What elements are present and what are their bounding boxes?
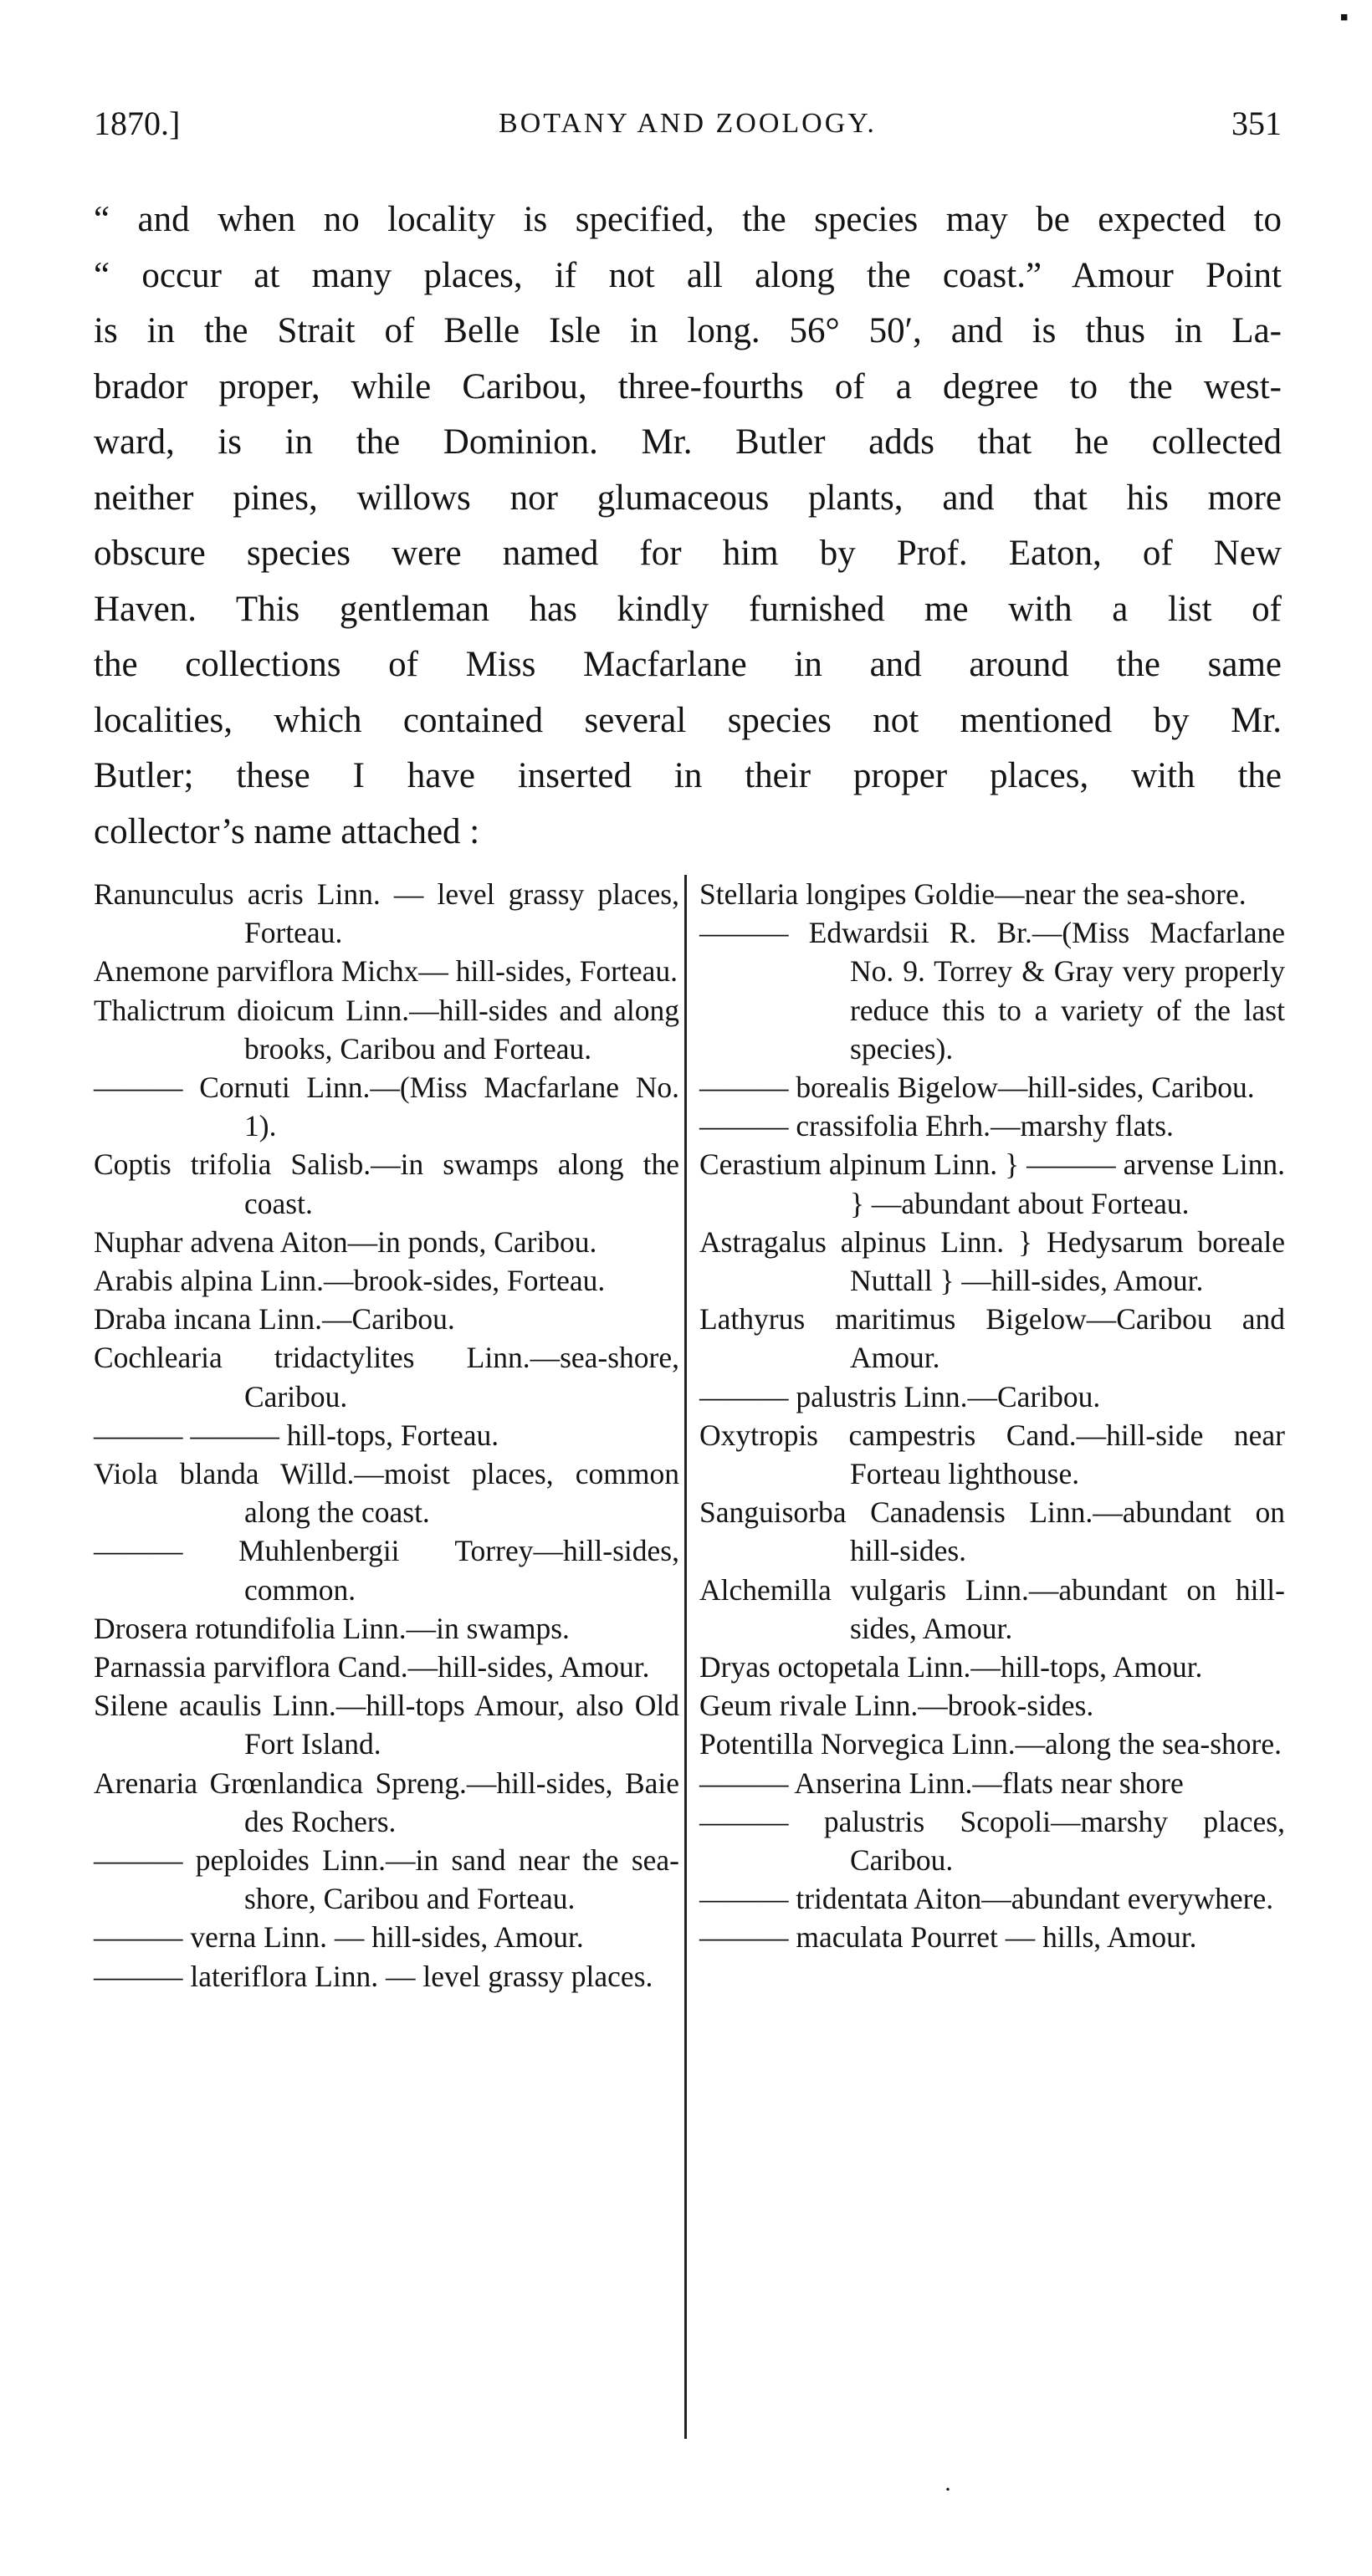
left-species-entry: Coptis trifolia Salisb.—in swamps along the coast. [94,1147,679,1220]
intro-line: “ and when no locality is specified, the species may be expected to [94,200,1282,239]
right-species-entry: Dryas octopetala Linn.—hill-tops, Amour. [699,1650,1203,1684]
intro-line: brador proper, while Caribou, three-fourths of a degree to the west- [94,366,1282,406]
right-species-entry: Potentilla Norvegica Linn.—along the sea-shore. [699,1727,1282,1761]
running-header [94,99,1282,149]
intro-line: obscure species were named for him by Prof. Eaton, of New [94,534,1282,573]
left-species-entry: Arenaria Grœnlandica Spreng.—hill-sides, Baie des Rochers. [94,1766,679,1838]
right-species-entry: Oxytropis campestris Cand.—hill-side near Forteau lighthouse. [699,1418,1285,1491]
right-species-entry: Cerastium alpinum Linn. } ——— arvense Linn. } —abundant about Forteau. [699,1147,1285,1220]
right-species-entry: ——— Anserina Linn.—flats near shore [699,1766,1184,1800]
intro-paragraph [94,192,1282,860]
right-species-entry: Alchemilla vulgaris Linn.—abundant on hill-sides, Amour. [699,1572,1285,1645]
left-species-entry: Drosera rotundifolia Linn.—in swamps. [94,1611,570,1645]
left-species-entry: ——— ——— hill-tops, Forteau. [94,1418,499,1452]
intro-line: ward, is in the Dominion. Mr. Butler adds that he collected [94,422,1282,462]
intro-line: Haven. This gentleman has kindly furnished me with a list of [94,589,1282,629]
left-species-entry: Arabis alpina Linn.—brook-sides, Forteau. [94,1264,606,1298]
intro-line: the collections of Miss Macfarlane in and around the same [94,645,1282,684]
right-species-entry: ——— maculata Pourret — hills, Amour. [699,1920,1197,1955]
right-species-entry: ——— crassifolia Ehrh.—marshy flats. [699,1109,1174,1143]
right-species-entry: ——— palustris Scopoli—marshy places, Caribou. [699,1804,1285,1878]
header-title: BOTANY AND ZOOLOGY. [499,108,877,139]
left-species-entry: Parnassia parviflora Cand.—hill-sides, Amour. [94,1650,650,1684]
species-list-left-column [94,875,679,1996]
left-species-entry: ——— peploides Linn.—in sand near the sea-shore, Caribou and Forteau. [94,1843,679,1916]
left-species-entry: Cochlearia tridactylites Linn.—sea-shore, Caribou. [94,1341,679,1413]
left-species-entry: Nuphar advena Aiton—in ponds, Caribou. [94,1224,597,1259]
right-species-entry: ——— tridentata Aiton—abundant everywhere. [699,1882,1274,1916]
left-species-entry: ——— verna Linn. — hill-sides, Amour. [94,1920,584,1955]
left-species-entry: Anemone parviflora Michx— hill-sides, Forteau. [94,954,678,989]
right-species-entry: Stellaria longipes Goldie—near the sea-shore. [699,877,1247,911]
page-corner-mark: ▪ [1339,3,1349,31]
right-species-entry: ——— Edwardsii R. Br.—(Miss Macfarlane No. 9. Torrey & Gray very properly reduce this to a variety of the last species). [699,916,1285,1066]
intro-line: “ occur at many places, if not all along the coast.” Amour Point [94,255,1282,295]
left-species-entry: Ranunculus acris Linn. — level grassy places, Forteau. [94,877,679,950]
intro-line: Butler; these I have inserted in their proper places, with the [94,756,1282,795]
right-species-entry: ——— borealis Bigelow—hill-sides, Caribou. [699,1071,1255,1105]
left-species-entry: ——— Muhlenbergii Torrey—hill-sides, common. [94,1534,679,1607]
left-species-entry: Silene acaulis Linn.—hill-tops Amour, also Old Fort Island. [94,1689,679,1761]
species-list-right-column [699,875,1285,1957]
right-species-entry: Sanguisorba Canadensis Linn.—abundant on hill-sides. [699,1495,1285,1568]
left-species-entry: Viola blanda Willd.—moist places, common along the coast. [94,1457,679,1530]
header-year: 1870.] [94,105,181,142]
intro-line: localities, which contained several species not mentioned by Mr. [94,700,1282,740]
right-species-entry: ——— palustris Linn.—Caribou. [699,1379,1101,1413]
right-species-entry: Lathyrus maritimus Bigelow—Caribou and Amour. [699,1302,1285,1375]
right-species-entry: Geum rivale Linn.—brook-sides. [699,1689,1094,1723]
left-species-entry: Draba incana Linn.—Caribou. [94,1302,455,1337]
page-number: 351 [1231,105,1282,142]
left-species-entry: ——— lateriflora Linn. — level grassy places. [94,1959,653,1993]
right-species-entry: Astragalus alpinus Linn. } Hedysarum boreale Nuttall } —hill-sides, Amour. [699,1224,1285,1298]
intro-line: is in the Strait of Belle Isle in long. 56° 50′, and is thus in La- [94,311,1282,350]
page-footer-dot: · [944,2476,952,2503]
column-divider [684,875,687,2439]
left-species-entry: ——— Cornuti Linn.—(Miss Macfarlane No. 1). [94,1071,679,1143]
left-species-entry: Thalictrum dioicum Linn.—hill-sides and along brooks, Caribou and Forteau. [94,993,679,1066]
intro-line: neither pines, willows nor glumaceous plants, and that his more [94,478,1282,518]
intro-line: collector’s name attached : [94,811,480,851]
